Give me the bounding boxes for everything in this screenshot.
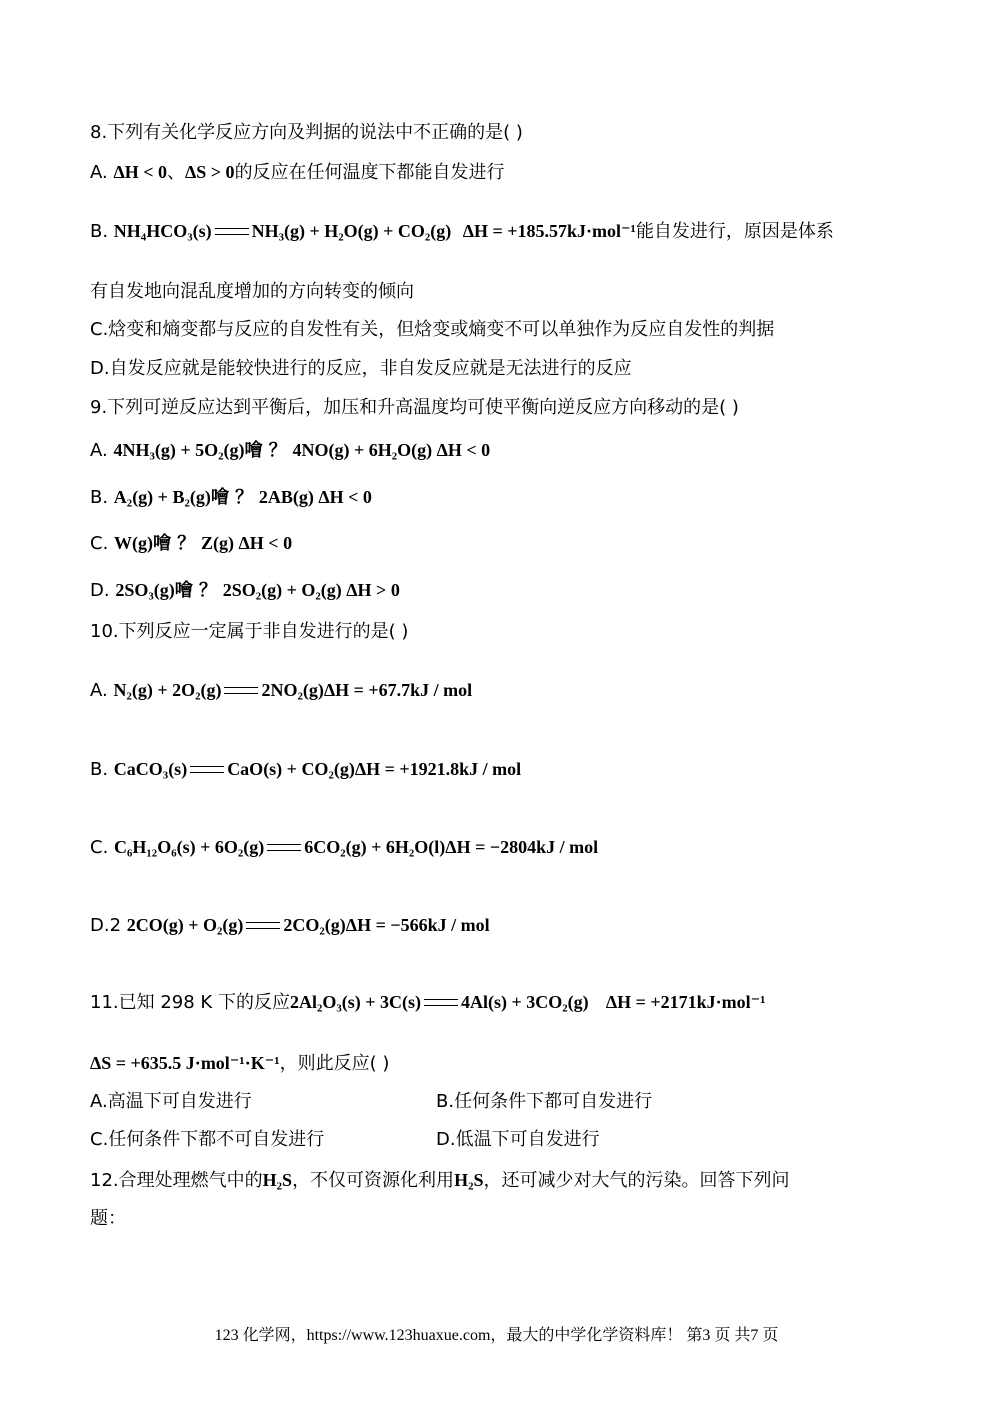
q10-d-right: 2CO₂(g)ΔH = −566kJ / mol: [283, 915, 490, 935]
q11-entropy-text: ，则此反应( ): [279, 1053, 390, 1074]
q8-b-text: 能自发进行，原因是体系: [635, 221, 834, 242]
equals-arrow: [424, 999, 458, 1006]
q10-c-left: C₆H₁₂O₆(s) + 6O₂(g): [114, 837, 265, 857]
q10-option-b: [90, 757, 521, 782]
q8-a-text: 的反应在任何温度下都能自发进行: [234, 162, 505, 183]
q10-a-right: 2NO₂(g)ΔH = +67.7kJ / mol: [261, 680, 473, 700]
q10-a-label: A.: [90, 680, 114, 701]
q12-text3: ，还可减少对大气的污染。回答下列问: [483, 1170, 790, 1191]
q9-c-left: W(g): [114, 533, 154, 553]
q11-entropy: ΔS = +635.5 J·mol⁻¹·K⁻¹: [90, 1053, 280, 1073]
q11-eq-right: 4Al(s) + 3CO₂(g): [461, 992, 589, 1012]
q9-a-label: A.: [90, 440, 114, 461]
q8-b-label: B.: [90, 221, 114, 242]
equals-arrow: [246, 922, 280, 929]
reversible-arrow-icon: 噲 ？: [174, 580, 217, 601]
q9-option-b: [90, 485, 372, 510]
q8-a-label: A.: [90, 162, 114, 183]
reversible-arrow-icon: 噲 ？: [210, 487, 254, 508]
q12-text2: ，不仅可资源化利用: [292, 1170, 455, 1191]
q8-option-b: [90, 219, 834, 244]
reversible-arrow-icon: 噲 ？: [153, 533, 196, 554]
equals-arrow: [224, 687, 258, 694]
q9-option-c: [90, 531, 292, 556]
page-footer: 123 化学网，https://www.123huaxue.com，最大的中学化学资料库！ 第3 页 共7 页: [214, 1327, 779, 1344]
q9-b-label: B.: [90, 487, 114, 508]
reversible-arrow-icon: 噲 ？: [244, 440, 287, 461]
q11-option-b: B.任何条件下都可自发进行: [436, 1091, 653, 1112]
q9-a-left: 4NH₃(g) + 5O₂(g): [113, 440, 245, 460]
q10-c-label: C.: [90, 837, 115, 858]
q12-h2s-1: H₂S: [262, 1170, 293, 1190]
equals-arrow: [215, 228, 249, 235]
q9-c-right: Z(g) ΔH < 0: [201, 533, 293, 553]
q9-a-right: 4NO(g) + 6H₂O(g) ΔH < 0: [292, 440, 491, 460]
q8-option-a: [90, 160, 505, 185]
q10-b-left: CaCO₃(s): [113, 759, 188, 779]
q9-b-right: 2AB(g) ΔH < 0: [258, 487, 372, 507]
q11-option-d: D.低温下可自发进行: [436, 1129, 600, 1150]
q10-b-right: CaO(s) + CO₂(g)ΔH = +1921.8kJ / mol: [227, 759, 522, 779]
q11-eq-left: 2Al₂O₃(s) + 3C(s): [289, 992, 421, 1012]
q11-options-row2: [90, 1128, 910, 1152]
q11-enthalpy: ΔH = +2171kJ·mol⁻¹: [605, 992, 766, 1012]
q10-c-right: 6CO₂(g) + 6H₂O(l)ΔH = −2804kJ / mol: [304, 837, 599, 857]
q10-option-a: [90, 678, 472, 703]
q9-d-left: 2SO₃(g): [115, 580, 175, 600]
q10-b-label: B.: [90, 759, 114, 780]
q10-option-d: [90, 913, 490, 938]
q10-option-c: [90, 835, 598, 860]
q8-b-products: NH₃(g) + H₂O(g) + CO₂(g): [251, 221, 452, 241]
q8-b-continuation: 有自发地向混乱度增加的方向转变的倾向: [90, 281, 414, 302]
q10-d-left: 2CO(g) + O₂(g): [126, 915, 244, 935]
q12-continuation: 题：: [90, 1208, 126, 1229]
q8-b-reactant: NH₄HCO₃(s): [113, 221, 212, 241]
q9-b-left: A₂(g) + B₂(g): [113, 487, 211, 507]
q9-d-label: D.: [90, 580, 116, 601]
q8-a-sep: 、: [167, 162, 185, 183]
q9-option-a: [90, 438, 490, 463]
q11-option-c: C.任何条件下都不可自发进行: [90, 1129, 325, 1150]
q9-stem: 9.下列可逆反应达到平衡后，加压和升高温度均可使平衡向逆反应方向移动的是( ): [90, 397, 739, 418]
q11-option-a: A.高温下可自发进行: [90, 1091, 252, 1112]
q10-stem: 10.下列反应一定属于非自发进行的是( ): [90, 621, 409, 642]
q9-d-right: 2SO₂(g) + O₂(g) ΔH > 0: [222, 580, 400, 600]
q8-option-d: D.自发反应就是能较快进行的反应，非自发反应就是无法进行的反应: [90, 358, 632, 379]
q8-option-c: C.焓变和熵变都与反应的自发性有关，但焓变或熵变不可以单独作为反应自发性的判据: [90, 319, 775, 340]
q11-stem: [90, 990, 766, 1015]
q8-a-entropy: ΔS > 0: [185, 162, 235, 182]
q10-a-left: N₂(g) + 2O₂(g): [113, 680, 222, 700]
equals-arrow: [267, 844, 301, 851]
q8-stem: 8.下列有关化学反应方向及判据的说法中不正确的是( ): [90, 122, 523, 143]
q12-stem: [90, 1168, 789, 1193]
q9-c-label: C.: [90, 533, 115, 554]
q11-stem-text: 11.已知 298 K 下的反应: [90, 992, 290, 1013]
q9-option-d: [90, 578, 400, 603]
q12-h2s-2: H₂S: [454, 1170, 484, 1190]
q8-b-enthalpy: ΔH = +185.57kJ·mol⁻¹: [462, 221, 636, 241]
q11-options-row1: [90, 1090, 910, 1114]
q8-a-enthalpy: ΔH < 0: [113, 162, 167, 182]
q11-entropy-line: [90, 1051, 389, 1076]
q12-text1: 12.合理处理燃气中的: [90, 1170, 263, 1191]
q10-d-label: D.2: [90, 915, 127, 936]
equals-arrow: [190, 766, 224, 773]
